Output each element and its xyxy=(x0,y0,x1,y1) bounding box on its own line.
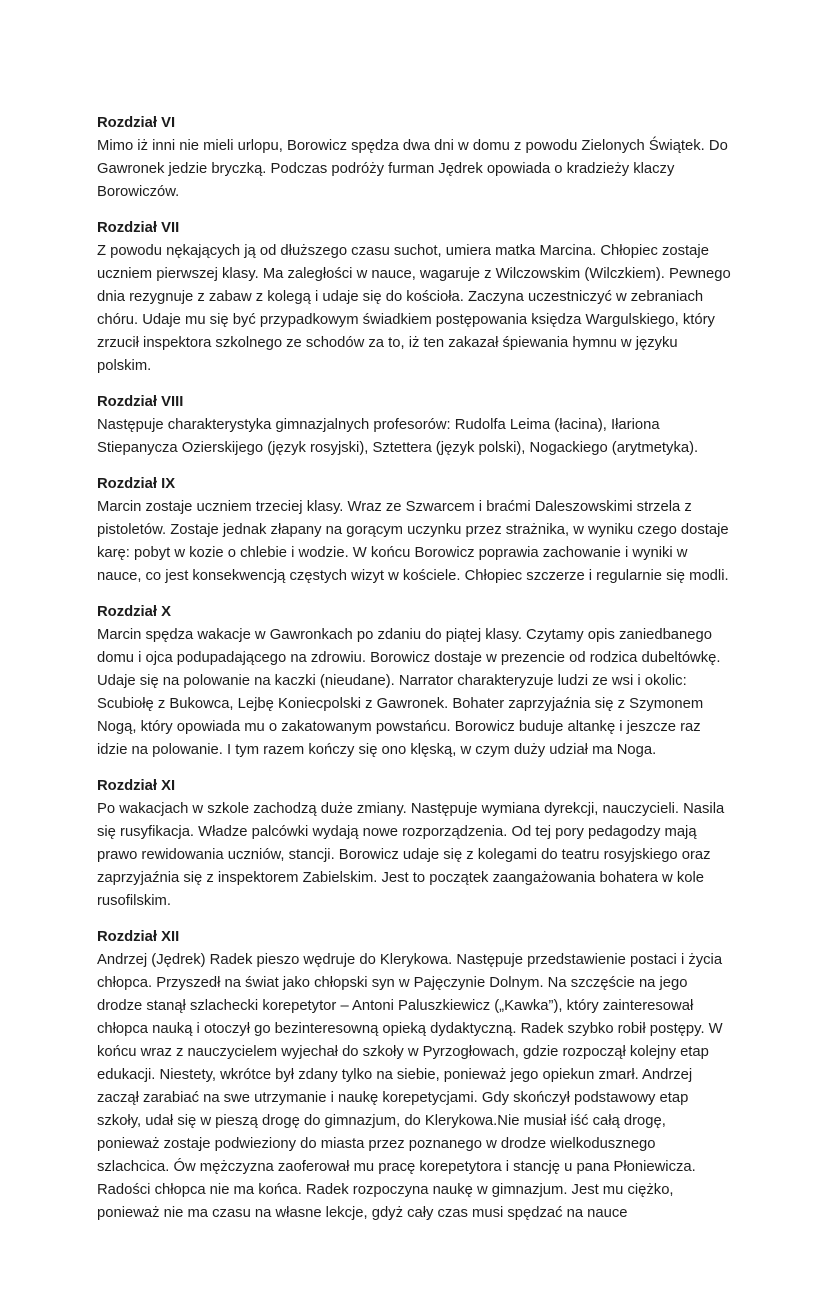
chapter-section xyxy=(97,775,731,913)
chapter-heading: Rozdział X xyxy=(97,604,171,620)
chapter-section xyxy=(97,473,731,588)
chapter-section xyxy=(97,601,731,762)
chapter-heading: Rozdział XI xyxy=(97,778,176,794)
chapter-body: Marcin spędza wakacje w Gawronkach po zdaniu do piątej klasy. Czytamy opis zaniedbanego domu i ojca podupadającego na zdrowiu. Borowicz dostaje w prezencie od rodzica dubeltówkę. Udaje się na polowanie na kaczki (nieudane). Narrator charakteryzuje ludzi ze wsi i okolic: Scubiołę z Bukowca, Lejbę Koniecpolski z Gawronek. Bohater zaprzyjaźnia się z Szymonem Nogą, który opowiada mu o zakatowanym powstańcu. Borowicz buduje altankę i jeszcze raz idzie na polowanie. I tym razem kończy się ono klęską, w czym duży udział ma Noga. xyxy=(97,627,721,758)
chapter-heading: Rozdział IX xyxy=(97,476,176,492)
chapter-body: Mimo iż inni nie mieli urlopu, Borowicz spędza dwa dni w domu z powodu Zielonych Świątek. Do Gawronek jedzie bryczką. Podczas podróży furman Jędrek opowiada o kradzieży klaczy Borowiczów. xyxy=(97,138,728,200)
chapter-heading: Rozdział VII xyxy=(97,220,180,236)
chapter-body: Po wakacjach w szkole zachodzą duże zmiany. Następuje wymiana dyrekcji, nauczycieli. Nasila się rusyfikacja. Władze palcówki wydają nowe rozporządzenia. Od tej pory pedagodzy mają prawo rewidowania uczniów, stancji. Borowicz udaje się z kolegami do teatru rosyjskiego oraz zaprzyjaźnia się z inspektorem Zabielskim. Jest to początek zaangażowania bohatera w kole rusofilskim. xyxy=(97,801,725,909)
chapter-body: Z powodu nękających ją od dłuższego czasu suchot, umiera matka Marcina. Chłopiec zostaje uczniem pierwszej klasy. Ma zaległości w nauce, wagaruje z Wilczowskim (Wilczkiem). Pewnego dnia rezygnuje z zabaw z kolegą i udaje się do kościoła. Zaczyna uczestniczyć w zebraniach chóru. Udaje mu się być przypadkowym świadkiem postępowania księdza Wargulskiego, który zrzucił inspektora szkolnego ze schodów za to, iż ten zakazał śpiewania hymnu w języku polskim. xyxy=(97,243,731,374)
chapter-heading: Rozdział VI xyxy=(97,115,176,131)
chapter-section xyxy=(97,926,731,1225)
chapter-section xyxy=(97,217,731,378)
chapter-body: Następuje charakterystyka gimnazjalnych profesorów: Rudolfa Leima (łacina), Iłariona Stiepanycza Ozierskijego (język rosyjski), Sztettera (język polski), Nogackiego (arytmetyka). xyxy=(97,417,699,456)
chapter-section xyxy=(97,391,731,460)
chapter-heading: Rozdział XII xyxy=(97,929,180,945)
chapter-section xyxy=(97,112,731,204)
chapter-body: Andrzej (Jędrek) Radek pieszo wędruje do Klerykowa. Następuje przedstawienie postaci i życia chłopca. Przyszedł na świat jako chłopski syn w Pajęczynie Dolnym. Na szczęście na jego drodze stanął szlachecki korepetytor – Antoni Paluszkiewicz („Kawka”), który zainteresował chłopca nauką i otoczył go bezinteresowną opieką dydaktyczną. Radek szybko robił postępy. W końcu wraz z nauczycielem wyjechał do szkoły w Pyrzogłowach, gdzie rozpoczął kolejny etap edukacji. Niestety, wkrótce był zdany tylko na siebie, ponieważ jego opiekun zmarł. Andrzej zaczął zarabiać na swe utrzymanie i naukę korepetycjami. Gdy skończył podstawowy etap szkoły, udał się w pieszą drogę do gimnazjum, do Klerykowa.Nie musiał iść całą drogę, ponieważ zostaje podwieziony do miasta przez poznanego w drodze wielkodusznego szlachcica. Ów mężczyzna zaoferował mu pracę korepetytora i stancję u pana Płoniewicza. Radości chłopca nie ma końca. Radek rozpoczyna naukę w gimnazjum. Jest mu ciężko, ponieważ nie ma czasu na własne lekcje, gdyż cały czas musi spędzać na nauce xyxy=(97,952,723,1221)
chapter-body: Marcin zostaje uczniem trzeciej klasy. Wraz ze Szwarcem i braćmi Daleszowskimi strzela z pistoletów. Zostaje jednak złapany na gorącym uczynku przez strażnika, w wyniku czego dostaje karę: pobyt w kozie o chlebie i wodzie. W końcu Borowicz poprawia zachowanie i wyniki w nauce, co jest konsekwencją częstych wizyt w kościele. Chłopiec szczerze i regularnie się modli. xyxy=(97,499,729,584)
chapter-heading: Rozdział VIII xyxy=(97,394,184,410)
